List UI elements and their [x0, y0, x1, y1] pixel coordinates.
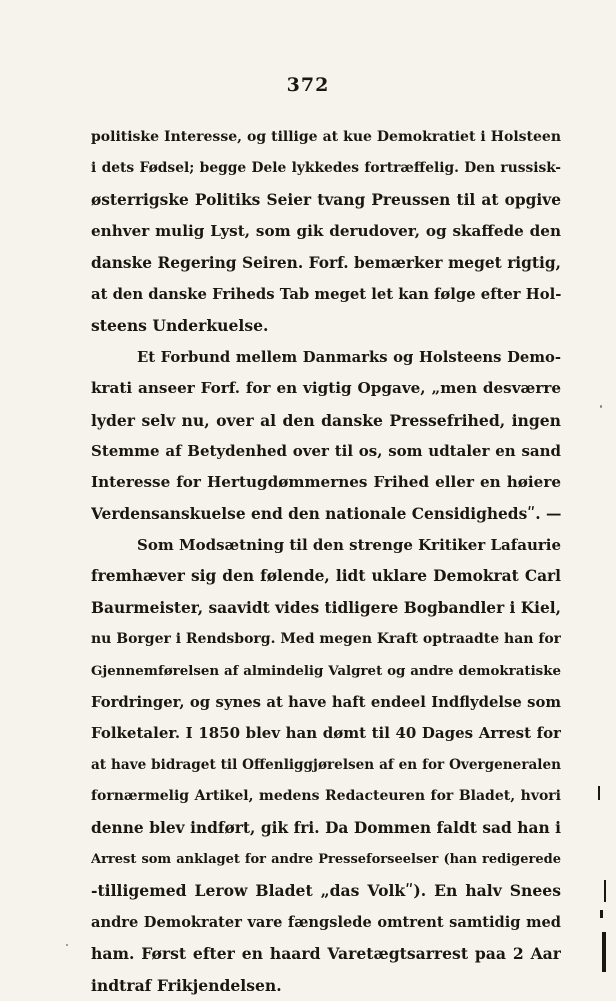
text-line: ham. Først efter en haard Varetægtsarrest paa 2 Aar	[91, 944, 561, 964]
text-line: steens Underkuelse.	[91, 316, 269, 336]
text-line: enhver mulig Lyst, som gik derudover, og skaffede den	[91, 222, 561, 241]
text-line: nu Borger i Rendsborg. Med megen Kraft optraadte han for	[91, 631, 561, 648]
text-line: Fordringer, og synes at have haft endeel Indflydelse som	[91, 694, 561, 712]
paragraph-start-line: Et Forbund mellem Danmarks og Holsteens Demo-	[137, 348, 561, 366]
text-line: krati anseer Forf. for en vigtig Opgave, „men desværre	[91, 379, 561, 398]
text-line: Verdensanskuelse end den nationale Censidighedsʺ. —	[91, 504, 561, 523]
text-line: Interesse for Hertugdømmernes Frihed eller en høiere	[91, 473, 561, 492]
body-text	[91, 122, 561, 1001]
text-line: Baurmeister, saavidt vides tidligere Bogbandler i Kiel,	[91, 598, 561, 617]
text-line: lyder selv nu, over al den danske Pressefrihed, ingen	[91, 410, 561, 430]
text-line: i dets Fødsel; begge Dele lykkedes fortræffelig. Den russisk-	[91, 160, 561, 177]
text-line: Folketaler. I 1850 blev han dømt til 40 Dages Arrest for	[91, 724, 561, 743]
text-line: at have bidraget til Offenliggjørelsen af en for Overgeneralen	[91, 756, 561, 773]
scan-edge-mark	[604, 880, 606, 902]
text-line: Gjennemførelsen af almindelig Valgret og andre demokratiske	[91, 662, 561, 679]
page-number: 372	[286, 74, 330, 96]
text-line: Arrest som anklaget for andre Presseforseelser (han redigerede	[91, 851, 561, 867]
text-line: Stemme af Betydenhed over til os, som udtaler en sand	[91, 441, 561, 460]
text-line: fornærmelig Artikel, medens Redacteuren for Bladet, hvori	[91, 788, 561, 805]
text-line: denne blev indført, gik fri. Da Dommen faldt sad han i	[91, 818, 561, 837]
text-line: at den danske Friheds Tab meget let kan følge efter Hol-	[91, 285, 561, 303]
text-line: danske Regering Seiren. Forf. bemærker meget rigtig,	[91, 253, 561, 272]
text-line: fremhæver sig den følende, lidt uklare Demokrat Carl	[91, 567, 561, 586]
text-line: -tilligemed Lerow Bladet „das Volkʺ). En halv Snees	[91, 881, 561, 901]
scan-edge-mark	[602, 932, 606, 972]
text-line: politiske Interesse, og tillige at kue Demokratiet i Holsteen	[91, 129, 561, 145]
scan-edge-mark	[598, 786, 600, 800]
text-line: østerrigske Politiks Seier tvang Preussen til at opgive	[91, 190, 561, 209]
paragraph-start-line: Som Modsætning til den strenge Kritiker Lafaurie	[137, 536, 561, 555]
scan-speck	[66, 944, 68, 946]
scan-speck	[600, 405, 602, 408]
text-line: indtraf Frikjendelsen.	[91, 975, 282, 995]
scan-edge-mark	[600, 910, 603, 918]
text-line: andre Demokrater vare fængslede omtrent samtidig med	[91, 913, 561, 931]
